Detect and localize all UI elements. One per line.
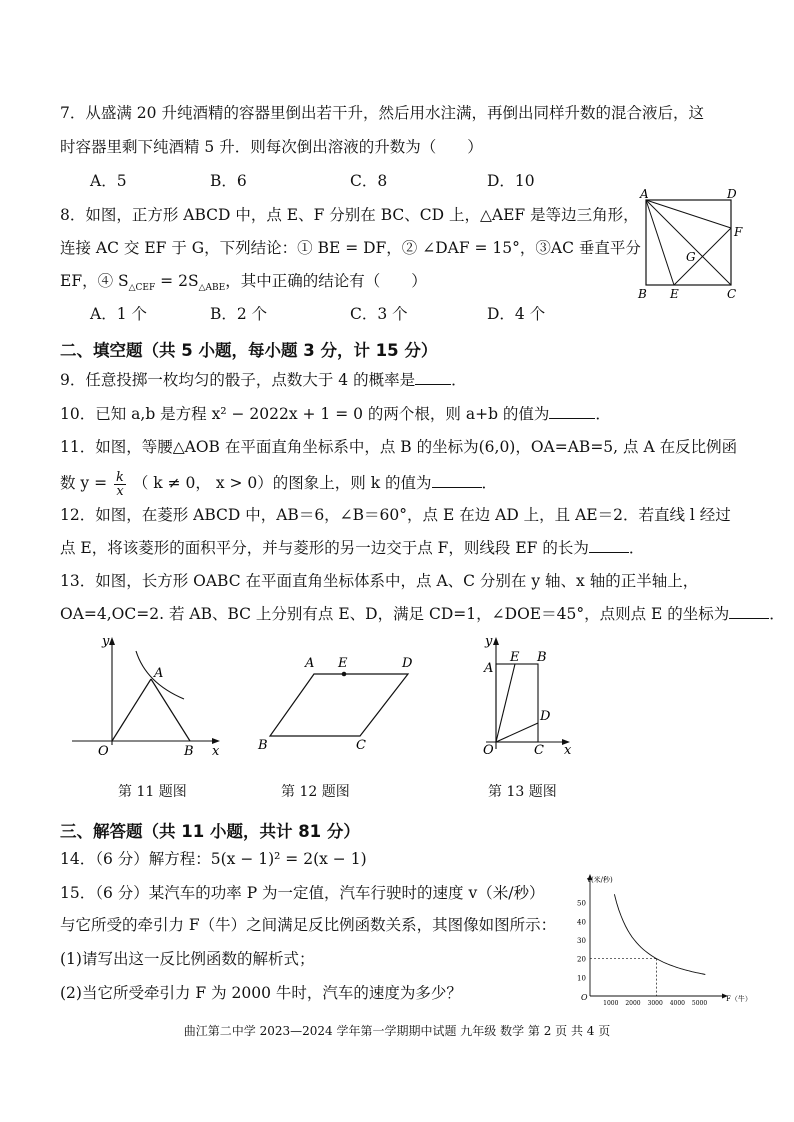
f12-d-label: D bbox=[402, 656, 413, 671]
segment-oe bbox=[496, 664, 515, 742]
q11-line1: 11．如图，等腰△AOB 在平面直角坐标系中，点 B 的坐标为(6,0)，OA=AB=5, 点 A 在反比例函 bbox=[60, 438, 738, 456]
segment-oa bbox=[112, 679, 151, 741]
q8-square-figure bbox=[636, 186, 746, 301]
q7-option-d: D．10 bbox=[487, 172, 535, 190]
figure-11 bbox=[66, 633, 226, 758]
section-3-heading: 三、解答题（共 11 小题，共计 81 分） bbox=[60, 822, 360, 841]
f12-a-label: A bbox=[305, 656, 315, 671]
q12-line2: 点 E，将该菱形的面积平分，并与菱形的另一边交于点 F，则线段 EF 的长为 ． bbox=[60, 539, 645, 557]
q10-body: 10．已知 a,b 是方程 x² − 2022x + 1 = 0 的两个根，则 a+b 的值为 bbox=[60, 405, 550, 423]
f12-b-label: B bbox=[258, 738, 268, 753]
section-2-heading: 二、填空题（共 5 小题，每小题 3 分，计 15 分） bbox=[60, 341, 438, 360]
q15-chart bbox=[568, 870, 752, 1008]
inverse-curve-series bbox=[614, 894, 705, 974]
segment-ae bbox=[646, 200, 674, 285]
f11-b-label: B bbox=[184, 744, 194, 759]
rhombus-abcd bbox=[270, 674, 408, 736]
f11-a-label: A bbox=[154, 666, 164, 681]
q8-option-d: D．4 个 bbox=[487, 305, 546, 323]
x-tick-label: 3000 bbox=[647, 1000, 663, 1007]
point-e bbox=[342, 672, 347, 677]
fraction-denominator: x bbox=[116, 483, 124, 499]
q7-option-a: A．5 bbox=[90, 172, 127, 190]
y-tick-label: 20 bbox=[577, 955, 586, 964]
q12-line2-body: 点 E，将该菱形的面积平分，并与菱形的另一边交于点 F，则线段 EF 的长为 bbox=[60, 539, 589, 557]
q13-line2: OA=4,OC=2. 若 AB、BC 上分别有点 E、D，满足 CD=1，∠DOE＝45°，点则点 E 的坐标为 ． bbox=[60, 605, 785, 623]
figure-11-caption: 第 11 题图 bbox=[118, 784, 187, 800]
f11-y-label: y bbox=[102, 634, 110, 649]
q8-sub-abe: △ABE bbox=[198, 283, 226, 294]
q13-blank bbox=[729, 604, 769, 619]
y-tick-label: 50 bbox=[577, 899, 586, 908]
q8-option-b: B．2 个 bbox=[210, 305, 268, 323]
segment-ab bbox=[151, 679, 190, 741]
q11-line2-b: （ k ≠ 0， x > 0）的图象上，则 k 的值为 bbox=[132, 474, 432, 492]
q15-line3: (1)请写出这一反比例函数的解析式； bbox=[60, 950, 315, 968]
label-g: G bbox=[686, 250, 696, 264]
y-tick-label: 40 bbox=[577, 918, 586, 927]
y-tick-label: 30 bbox=[577, 937, 586, 945]
q15-line4: (2)当它所受牵引力 F 为 2000 牛时，汽车的速度为多少？ bbox=[60, 984, 462, 1002]
q15-line2: 与它所受的牵引力 F（牛）之间满足反比例函数关系，其图像如图所示： bbox=[60, 916, 557, 934]
y-tick-label: 10 bbox=[577, 974, 586, 983]
f13-x-label: x bbox=[564, 743, 572, 758]
origin-label: O bbox=[581, 993, 588, 1002]
q8-line3-a: EF，④ S bbox=[60, 272, 129, 290]
diagonal-ac bbox=[646, 200, 731, 285]
f13-y-label: y bbox=[485, 634, 493, 649]
segment-af bbox=[646, 200, 731, 228]
q9-body: 9．任意投掷一枚均匀的骰子，点数大于 4 的概率是 bbox=[60, 371, 416, 389]
figure-13 bbox=[470, 633, 580, 758]
q7-option-c: C．8 bbox=[350, 172, 388, 190]
q11-line2-a: 数 y = bbox=[60, 474, 108, 492]
figure-12 bbox=[250, 650, 430, 760]
fraction-numerator: k bbox=[116, 469, 124, 485]
x-tick-label: 1000 bbox=[603, 1000, 619, 1007]
q8-line3 bbox=[60, 271, 427, 298]
f13-b-label: B bbox=[537, 650, 547, 665]
x-tick-label: 5000 bbox=[691, 1000, 708, 1007]
q9-text: 9．任意投掷一枚均匀的骰子，点数大于 4 的概率是 ． bbox=[60, 371, 467, 389]
q11-line2: 数 y = $\frac{k}{x}$ （ k ≠ 0， x > 0）的图象上，则 k 的值为 ． bbox=[60, 469, 498, 499]
q8-line2: 连接 AC 交 EF 于 G，下列结论：① BE = DF，② ∠DAF = 15°，③AC 垂直平分 bbox=[60, 239, 641, 257]
fraction-k-over-x bbox=[114, 471, 126, 498]
q8-option-a: A．1 个 bbox=[90, 305, 147, 323]
q11-blank bbox=[432, 473, 482, 488]
label-d: D bbox=[727, 187, 737, 201]
f13-e-label: E bbox=[510, 650, 520, 665]
q12-blank bbox=[589, 538, 629, 553]
f13-c-label: C bbox=[534, 743, 544, 758]
f11-o-label: O bbox=[98, 744, 109, 759]
page-footer: 曲江第二中学 2023—2024 学年第一学期期中试题 九年级 数学 第 2 页 共 4 页 bbox=[183, 1024, 611, 1038]
q12-line1: 12．如图，在菱形 ABCD 中，AB＝6，∠B＝60°，点 E 在边 AD 上，且 AE＝2．若直线 l 经过 bbox=[60, 506, 731, 524]
f13-o-label: O bbox=[483, 743, 494, 758]
q15-line1: 15．（6 分）某汽车的功率 P 为一定值，汽车行驶时的速度 v（米/秒） bbox=[60, 884, 545, 902]
f11-x-label: x bbox=[212, 744, 220, 759]
q7-option-b: B．6 bbox=[210, 172, 247, 190]
figure-13-caption: 第 13 题图 bbox=[488, 784, 557, 800]
segment-od bbox=[496, 723, 538, 742]
f13-a-label: A bbox=[484, 661, 494, 676]
q13-line1: 13．如图，长方形 OABC 在平面直角坐标体系中，点 A、C 分别在 y 轴、x 轴的正半轴上， bbox=[60, 572, 699, 590]
q10-blank bbox=[549, 404, 595, 419]
label-a: A bbox=[640, 187, 649, 201]
q8-line3-mid: = 2S bbox=[155, 272, 199, 290]
q8-sub-cef: △CEF bbox=[128, 283, 156, 294]
label-b: B bbox=[638, 287, 647, 301]
rectangle-oabc bbox=[496, 664, 538, 742]
q14-text: 14．（6 分）解方程：5(x − 1)² = 2(x − 1) bbox=[60, 850, 367, 868]
q7-line2: 时容器里剩下纯酒精 5 升．则每次倒出溶液的升数为（ ） bbox=[60, 138, 483, 156]
x-tick-label: 2000 bbox=[625, 1000, 641, 1007]
q7-line1: 7．从盛满 20 升纯酒精的容器里倒出若干升，然后用水注满，再倒出同样升数的混合液后，这 bbox=[60, 104, 704, 122]
label-e: E bbox=[670, 287, 679, 301]
q8-line3-b: ，其中正确的结论有（ ） bbox=[225, 272, 427, 290]
q9-blank bbox=[415, 370, 451, 385]
y-axis-label: v(米/秒) bbox=[587, 876, 613, 884]
x-axis-label: F（牛） bbox=[726, 995, 752, 1003]
q13-line2-body: OA=4,OC=2. 若 AB、BC 上分别有点 E、D，满足 CD=1，∠DOE＝45°，点则点 E 的坐标为 bbox=[60, 605, 730, 623]
f12-e-label: E bbox=[338, 656, 348, 671]
q8-line1: 8．如图，正方形 ABCD 中，点 E、F 分别在 BC、CD 上，△AEF 是等边三角形， bbox=[60, 206, 639, 224]
x-tick-label: 4000 bbox=[669, 1000, 686, 1007]
q10-text: 10．已知 a,b 是方程 x² − 2022x + 1 = 0 的两个根，则 a+b 的值为 ． bbox=[60, 405, 611, 423]
label-c: C bbox=[727, 287, 737, 301]
figure-12-caption: 第 12 题图 bbox=[281, 784, 350, 800]
f12-c-label: C bbox=[356, 738, 366, 753]
label-f: F bbox=[734, 225, 743, 239]
q8-option-c: C．3 个 bbox=[350, 305, 408, 323]
f13-d-label: D bbox=[540, 709, 551, 724]
